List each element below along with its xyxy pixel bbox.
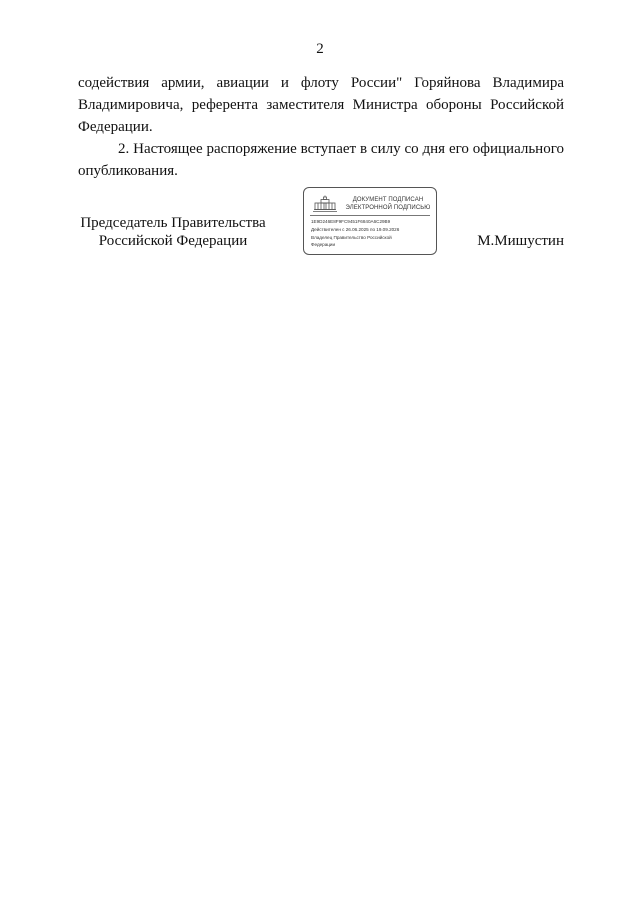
stamp-certificate: 1E9D246E8F9FC9451F6840A6C29B9 [311,219,391,224]
electronic-signature-stamp [303,187,437,255]
signer-position-line-1: Председатель Правительства [80,215,266,231]
stamp-title-line-2: ЭЛЕКТРОННОЙ ПОДПИСЬЮ [345,205,431,211]
paragraph-clause-2: 2. Настоящее распоряжение вступает в силу со дня его официального опубликования. [78,141,564,179]
signer-position-line-2: Российской Федерации [98,233,248,249]
stamp-title [342,196,434,212]
stamp-divider [310,215,430,216]
signer-name: М.Мишустин [477,233,564,249]
document-body [78,72,564,182]
stamp-validity: Действителен с 26.06.2025 по 19.09.2026 [311,227,400,232]
signer-position [78,214,268,250]
stamp-title-line-1: ДОКУМЕНТ ПОДПИСАН [352,197,424,203]
stamp-owner-line-1: Владелец Правительство Российской [311,235,392,240]
paragraph-continuation: содействия армии, авиации и флоту России" Горяйнова Владимира Владимировича, референта заместителя Министра обороны Российской Федерации. [78,75,564,135]
government-building-icon [312,195,338,213]
stamp-owner-line-2: Федерации [311,242,336,247]
page-number: 2 [316,41,324,57]
